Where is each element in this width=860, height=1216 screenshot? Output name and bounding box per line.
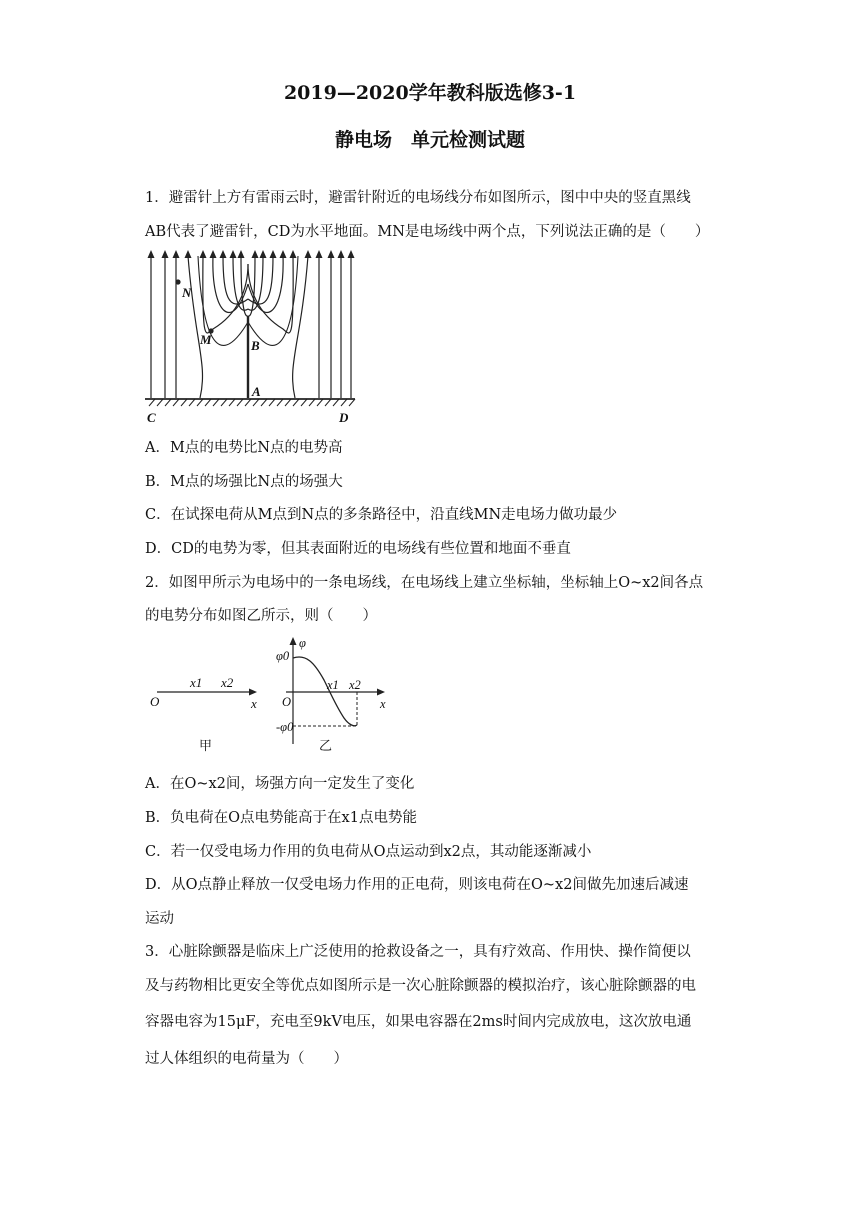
q2-figure-jia <box>145 670 265 760</box>
q3-line-2: 及与药物相比更安全等优点如图所示是一次心脏除颤器的模拟治疗，该心脏除颤器的电 <box>145 978 696 994</box>
q3-line-3: 容器电容为15μF，充电至9kV电压，如果电容器在2ms时间内完成放电，这次放电通 <box>145 1014 692 1030</box>
q2-option-a: A．在O~x2间，场强方向一定发生了变化 <box>145 776 415 792</box>
jia-x1: x1 <box>190 675 203 690</box>
q2-option-d: D．从O点静止释放一仅受电场力作用的正电荷，则该电荷在O~x2间做先加速后减速 <box>145 877 689 893</box>
q2-option-d-continued: 运动 <box>145 911 174 927</box>
q2-stem-line-1: 2．如图甲所示为电场中的一条电场线，在电场线上建立坐标轴，坐标轴上O~x2间各点 <box>145 575 704 591</box>
jia-x2: x2 <box>221 675 234 690</box>
jia-origin: O <box>150 694 160 709</box>
q1-option-a: A．M点的电势比N点的电势高 <box>145 440 343 456</box>
q1-field-line-figure <box>143 244 358 429</box>
yi-origin: O <box>282 695 292 709</box>
yi-phi0: φ0 <box>276 649 290 663</box>
q2-stem-line-2: 的电势分布如图乙所示，则（ ） <box>145 608 377 624</box>
q1-option-d: D．CD的电势为零，但其表面附近的电场线有些位置和地面不垂直 <box>145 541 571 557</box>
q2-figure-yi <box>272 632 397 757</box>
yi-neg-phi0: -φ0 <box>276 720 294 734</box>
q3-line-4: 过人体组织的电荷量为（ ） <box>145 1051 348 1067</box>
yi-x2: x2 <box>349 678 361 692</box>
jia-axis: x <box>251 696 257 711</box>
q2-option-b: B．负电荷在O点电势能高于在x1点电势能 <box>145 810 417 826</box>
label-n: N <box>182 285 192 300</box>
q1-stem-line-2: AB代表了避雷针，CD为水平地面。MN是电场线中两个点，下列说法正确的是（ ） <box>145 224 710 240</box>
q1-option-b: B．M点的场强比N点的场强大 <box>145 474 343 490</box>
label-d: D <box>339 410 349 425</box>
label-a: A <box>252 384 261 399</box>
yi-axis: x <box>380 697 386 711</box>
label-m: M <box>200 332 212 347</box>
yi-x1: x1 <box>327 678 339 692</box>
title-line-1: 2019—2020学年教科版选修3-1 <box>283 82 577 104</box>
yi-caption: 乙 <box>319 738 333 753</box>
label-c: C <box>147 410 156 425</box>
yi-phi: φ <box>299 636 306 650</box>
q1-stem-line-1: 1．避雷针上方有雷雨云时，避雷针附近的电场线分布如图所示，图中中央的竖直黑线 <box>145 190 691 206</box>
jia-caption: 甲 <box>199 738 213 753</box>
label-b: B <box>251 338 260 353</box>
title-line-2: 静电场 单元检测试题 <box>334 129 525 151</box>
q1-option-c: C．在试探电荷从M点到N点的多条路径中，沿直线MN走电场力做功最少 <box>145 507 618 523</box>
q2-option-c: C．若一仅受电场力作用的负电荷从O点运动到x2点，其动能逐渐减小 <box>145 844 592 860</box>
q3-line-1: 3．心脏除颤器是临床上广泛使用的抢救设备之一，具有疗效高、作用快、操作简便以 <box>145 944 691 960</box>
